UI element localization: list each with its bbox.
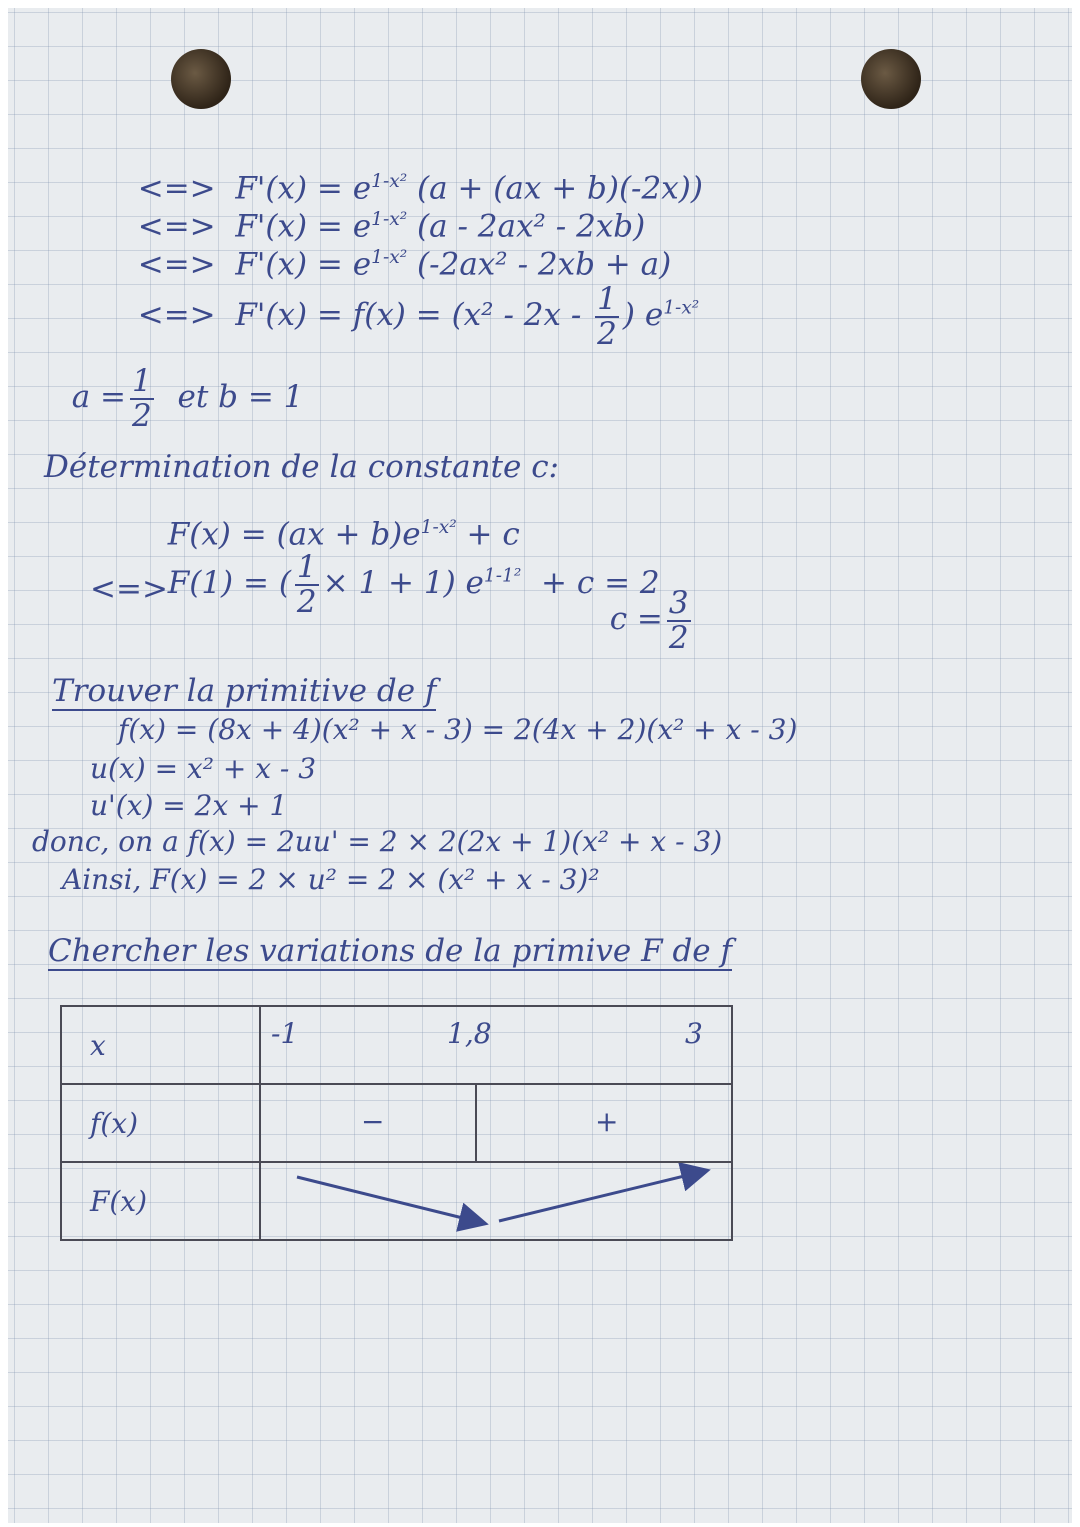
sign-positive: + [595, 1105, 619, 1138]
equation-line-3: <=> $F'(x) = e^{1-x^2}$ (-2ax² - 2xb + a) [137, 246, 672, 283]
constant-equivalence-arrow: <=> [90, 571, 168, 607]
primitive-u-line: u(x) = x² + x - 3 [90, 752, 317, 785]
equation-line-4: <=> F'(x) = f(x) = (x² - 2x - $\frac{1}{2}$ ) $e^{1-x^2}$ [137, 281, 700, 352]
decreasing-arrow [297, 1177, 483, 1223]
variation-table [60, 1005, 733, 1241]
sign-cell [260, 1084, 732, 1162]
x-values-cell [260, 1006, 732, 1084]
primitive-heading: Trouver la primitive de f [52, 673, 437, 709]
primitive-ainsi-line: Ainsi, F(x) = 2 × u² = 2 × (x² + x - 3)² [62, 863, 600, 896]
constant-line-1: $F(x) = (ax + b)e^{1-x^2} + c$ [167, 516, 520, 553]
x-value-middle: 1,8 [447, 1017, 492, 1050]
zero-divider [475, 1085, 477, 1163]
variations-heading: Chercher les variations de la primive F de f [48, 933, 732, 969]
row-label-F: F(x) [61, 1162, 260, 1240]
row-label-f: f(x) [61, 1084, 260, 1162]
sign-negative: − [361, 1105, 385, 1138]
equation-line-2: <=> $F'(x) = e^{1-x^2}$ (a - 2ax² - 2xb) [137, 208, 646, 245]
variation-arrows [261, 1163, 731, 1237]
primitive-du-line: u'(x) = 2x + 1 [90, 789, 288, 822]
x-value-end: 3 [685, 1017, 703, 1050]
equation-line-1: <=> $F'(x) = e^{1-x^2}$ (a + (ax + b)(-2x)) [137, 170, 703, 207]
x-value-start: -1 [271, 1017, 299, 1050]
constant-c-value: c = $\frac{3}{2}$ [609, 585, 689, 656]
punch-hole-left [171, 49, 231, 109]
row-label-x: x [61, 1006, 260, 1084]
increasing-arrow [499, 1171, 705, 1221]
coefficients-a-b: a = $\frac{1}{2}$ et b = 1 [71, 363, 304, 434]
punch-hole-right [861, 49, 921, 109]
variation-arrows-cell [260, 1162, 732, 1240]
primitive-f-line: f(x) = (8x + 4)(x² + x - 3) = 2(4x + 2)(x² + x - 3) [118, 713, 798, 746]
constant-heading: Détermination de la constante c: [44, 449, 559, 485]
constant-line-2: F(1) = ( $\frac{1}{2}$ × 1 + 1) $e^{1-1^2} + c = 2$ [167, 549, 660, 620]
primitive-donc-line: donc, on a f(x) = 2uu' = 2 × 2(2x + 1)(x² + x - 3) [32, 825, 723, 858]
